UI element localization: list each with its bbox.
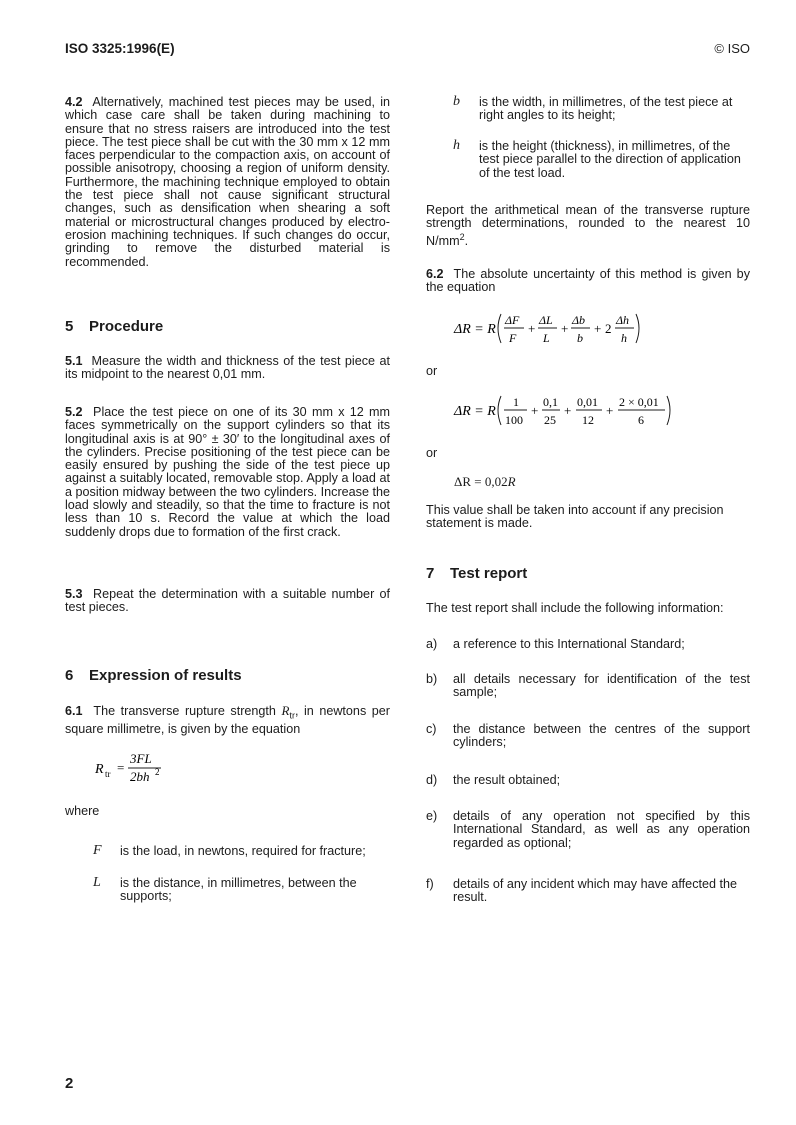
eq-den-exp: 2 <box>155 767 160 777</box>
clause-text: Place the test piece on one of its 30 mm x 12 mm faces symmetrically on the support cylinders so that its longitudinal axis is at 90° ± 30′ to the longitudinal axes of the cylinders. Precise positioning of the test piece can be easily ensured by pushing the side of the test piece up against a suitably located, removable stop. Apply a load at a position midway between the two cylinders. Increase the load slowly and steadily, so that the time to fracture is not less than 10 s. Record the value at which the load suddenly drops due to formation of the first crack. <box>65 405 391 539</box>
equation-uncertainty-numeric <box>450 388 690 432</box>
or-label-2: or <box>426 446 438 460</box>
clause-number: 5.2 <box>65 405 83 419</box>
clause-number: 5.1 <box>65 354 83 368</box>
copyright-mark: © ISO <box>714 41 750 56</box>
report-mean-paragraph <box>426 204 750 248</box>
section-7-heading <box>426 567 750 580</box>
section-5-heading <box>65 320 390 333</box>
list-text: the result obtained; <box>453 773 561 787</box>
clause-text: Repeat the determination with a suitable number of test pieces. <box>65 587 390 615</box>
precision-note <box>426 504 750 531</box>
def-symbol: F <box>93 843 102 858</box>
frac-den: L <box>543 331 550 345</box>
list-text: all details necessary for identification of the test sample; <box>453 672 750 700</box>
eq-lhs-sub: tr <box>105 769 111 779</box>
where-label: where <box>65 804 100 818</box>
section-title: Procedure <box>89 318 164 335</box>
frac-num: 1 <box>513 395 519 409</box>
equation-uncertainty-symbolic <box>450 306 660 350</box>
list-label: e) <box>426 809 438 823</box>
frac-den: h <box>621 331 627 345</box>
frac-den: 25 <box>544 413 556 427</box>
frac-num: 2 × 0,01 <box>619 395 659 409</box>
clause-6-2 <box>426 268 750 295</box>
eq-result: ΔR = 0,02 <box>454 474 508 489</box>
eq-result-symbol: R <box>507 474 516 489</box>
subscript: tr <box>289 710 295 721</box>
list-label: d) <box>426 773 438 787</box>
def-symbol: h <box>453 138 460 153</box>
def-text: is the height (thickness), in millimetres, of the test piece parallel to the direction of application of the test load. <box>479 139 741 180</box>
clause-number: 6.2 <box>426 267 444 281</box>
clause-6-1 <box>65 704 390 736</box>
frac-den: 12 <box>582 413 594 427</box>
paragraph-end: . <box>464 233 469 248</box>
clause-text: The absolute uncertainty of this method is given by the equation <box>426 267 750 295</box>
or-label-1: or <box>426 364 438 378</box>
clause-5-2 <box>65 406 390 539</box>
clause-number: 6.1 <box>65 704 83 718</box>
report-items-list <box>426 638 750 918</box>
clause-4-2 <box>65 96 390 269</box>
frac-den: F <box>509 331 517 345</box>
eq-numerator: 3FL <box>130 751 152 766</box>
list-text: the distance between the centres of the support cylinders; <box>453 722 750 750</box>
frac-den: 100 <box>505 413 523 427</box>
equation-uncertainty-result <box>454 475 778 489</box>
section-number: 6 <box>65 667 74 684</box>
list-text: a reference to this International Standard; <box>453 637 685 651</box>
definitions-list-left <box>65 845 390 915</box>
section-number: 5 <box>65 318 74 335</box>
section-6-heading <box>65 669 390 682</box>
svg-text:=: = <box>117 760 125 775</box>
equation-rupture-strength <box>90 748 210 786</box>
list-label: c) <box>426 722 437 736</box>
plus-sign: + <box>531 403 539 418</box>
clause-number: 4.2 <box>65 95 83 109</box>
frac-num: 0,1 <box>543 395 558 409</box>
plus-sign: + <box>564 403 572 418</box>
def-symbol: L <box>93 875 101 890</box>
symbol: R <box>281 703 290 718</box>
def-text: is the width, in millimetres, of the test piece at right angles to its height; <box>479 95 733 123</box>
clause-5-3 <box>65 588 390 615</box>
coefficient: 2 <box>605 321 612 336</box>
frac-num: Δh <box>616 313 630 327</box>
def-text: is the distance, in millimetres, between the supports; <box>120 876 357 904</box>
plus-sign: + <box>606 403 614 418</box>
plus-sign: + <box>594 321 602 336</box>
clause-text: Alternatively, machined test pieces may be used, in which case care shall be taken during machining to ensure that no stress raisers are introduced into the test piece. The test piece shall be cut with the 30 mm x 12 mm faces perpendicular to the compaction axis, on account of possible anisotropy, choosing a region of uniform density. Furthermore, the machining technique employed to obtain the test piece shall not cause significant structural changes, such as densification when shearing a soft material or microstructural changes produced by electro-erosion machining techniques. If such changes do occur, grinding to remove the disturbed material is recommended. <box>65 95 390 269</box>
paragraph-text: Report the arithmetical mean of the transverse rupture strength determinations, rounded to the nearest 10 N/mm <box>426 203 750 248</box>
clause-5-1 <box>65 355 390 382</box>
definitions-list-right <box>426 96 750 191</box>
clause-number: 5.3 <box>65 587 83 601</box>
document-code: ISO 3325:1996(E) <box>65 41 175 56</box>
superscript: 2 <box>459 231 465 242</box>
list-label: b) <box>426 672 438 686</box>
frac-den: 6 <box>638 413 644 427</box>
list-label: a) <box>426 637 438 651</box>
plus-sign: + <box>528 321 536 336</box>
plus-sign: + <box>561 321 569 336</box>
frac-num: 0,01 <box>577 395 598 409</box>
section-number: 7 <box>426 565 435 582</box>
paragraph-text: This value shall be taken into account if any precision statement is made. <box>426 503 724 531</box>
report-intro: The test report shall include the following information: <box>426 601 724 615</box>
def-symbol: b <box>453 94 460 109</box>
list-label: f) <box>426 877 434 891</box>
frac-num: ΔF <box>505 313 520 327</box>
frac-num: ΔL <box>539 313 553 327</box>
list-text: details of any incident which may have affected the result. <box>453 877 737 905</box>
eq-lhs: ΔR = R <box>454 404 496 419</box>
list-text: details of any operation not specified by this International Standard, as well as any operation regarded as optional; <box>453 809 750 850</box>
section-title: Expression of results <box>89 667 242 684</box>
page-number: 2 <box>65 1075 74 1092</box>
eq-lhs: ΔR = R <box>454 322 496 337</box>
def-text: is the load, in newtons, required for fracture; <box>120 844 366 858</box>
section-title: Test report <box>450 565 528 582</box>
eq-lhs: R <box>95 762 104 777</box>
clause-text: The transverse rupture strength <box>93 704 282 718</box>
clause-text-cont: , in newtons per square millimetre, is given by the equation <box>65 704 390 736</box>
clause-text: Measure the width and thickness of the test piece at its midpoint to the nearest 0,01 mm. <box>65 354 390 382</box>
frac-den: b <box>577 331 583 345</box>
eq-denominator: 2bh <box>130 769 150 784</box>
frac-num: Δb <box>572 313 586 327</box>
